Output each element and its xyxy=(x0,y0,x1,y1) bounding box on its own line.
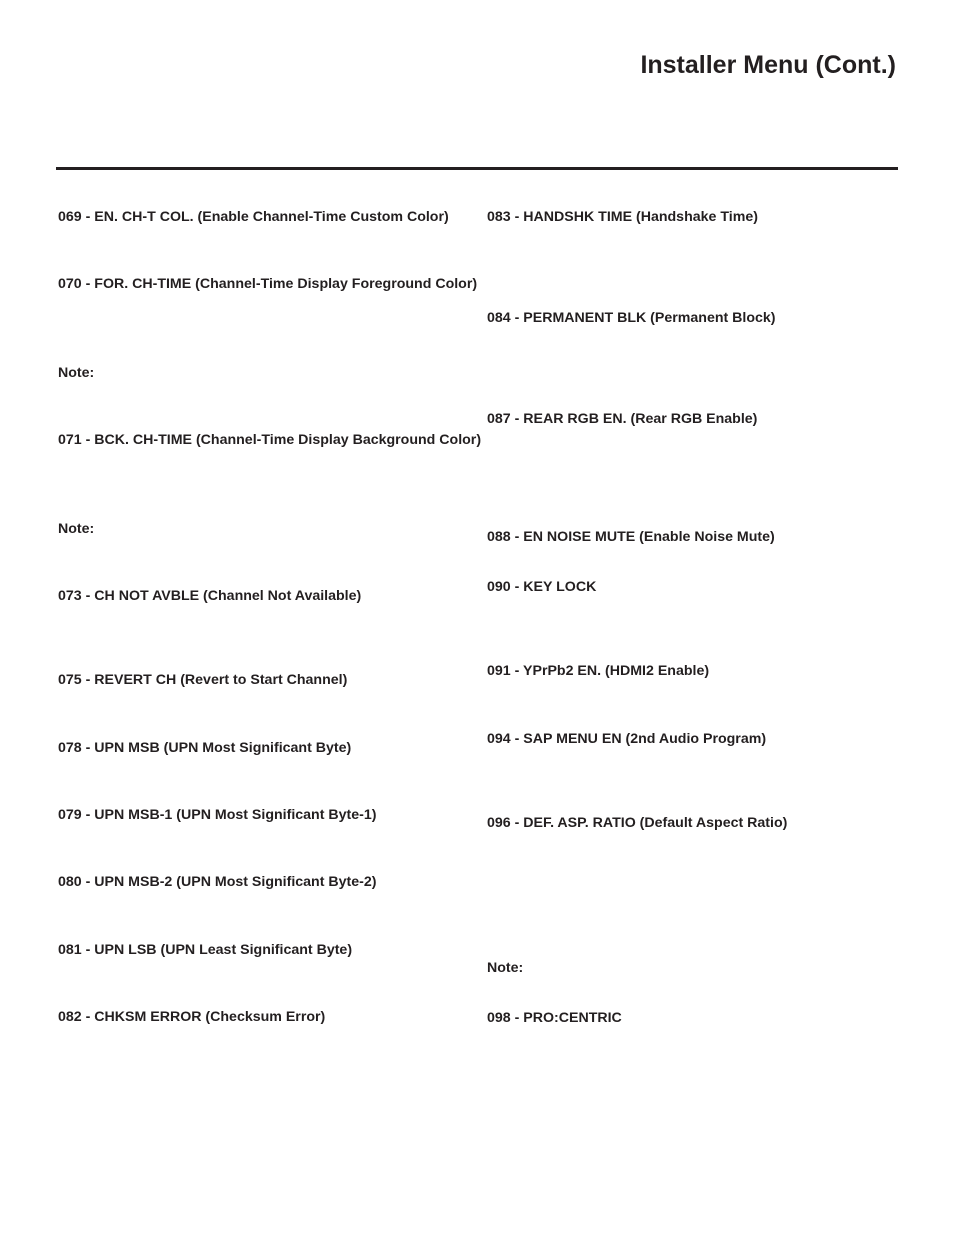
menu-item-078: 078 - UPN MSB (UPN Most Significant Byte) xyxy=(58,740,352,756)
menu-item-098: 098 - PRO:CENTRIC xyxy=(487,1010,622,1026)
menu-item-069: 069 - EN. CH-T COL. (Enable Channel-Time Custom Color) xyxy=(58,209,449,225)
note-label: Note: xyxy=(487,960,524,976)
menu-item-094: 094 - SAP MENU EN (2nd Audio Program) xyxy=(487,731,767,747)
menu-item-096: 096 - DEF. ASP. RATIO (Default Aspect Ratio) xyxy=(487,815,788,831)
menu-item-080: 080 - UPN MSB-2 (UPN Most Significant Byte-2) xyxy=(58,874,377,890)
menu-item-081: 081 - UPN LSB (UPN Least Significant Byte) xyxy=(58,942,353,958)
menu-item-071: 071 - BCK. CH-TIME (Channel-Time Display Background Color) xyxy=(58,432,482,448)
menu-item-073: 073 - CH NOT AVBLE (Channel Not Available) xyxy=(58,588,362,604)
header-divider xyxy=(56,167,898,170)
note-label: Note: xyxy=(58,365,95,381)
menu-item-087: 087 - REAR RGB EN. (Rear RGB Enable) xyxy=(487,411,758,427)
menu-item-079: 079 - UPN MSB-1 (UPN Most Significant Byte-1) xyxy=(58,807,377,823)
menu-item-070: 070 - FOR. CH-TIME (Channel-Time Display Foreground Color) xyxy=(58,276,478,292)
menu-item-084: 084 - PERMANENT BLK (Permanent Block) xyxy=(487,310,776,326)
menu-item-088: 088 - EN NOISE MUTE (Enable Noise Mute) xyxy=(487,529,775,545)
menu-item-090: 090 - KEY LOCK xyxy=(487,579,597,595)
note-label: Note: xyxy=(58,521,95,537)
menu-item-082: 082 - CHKSM ERROR (Checksum Error) xyxy=(58,1009,326,1025)
menu-item-091: 091 - YPrPb2 EN. (HDMI2 Enable) xyxy=(487,663,710,679)
page-title: Installer Menu (Cont.) xyxy=(640,51,896,79)
menu-item-075: 075 - REVERT CH (Revert to Start Channel) xyxy=(58,672,348,688)
menu-item-083: 083 - HANDSHK TIME (Handshake Time) xyxy=(487,209,758,225)
